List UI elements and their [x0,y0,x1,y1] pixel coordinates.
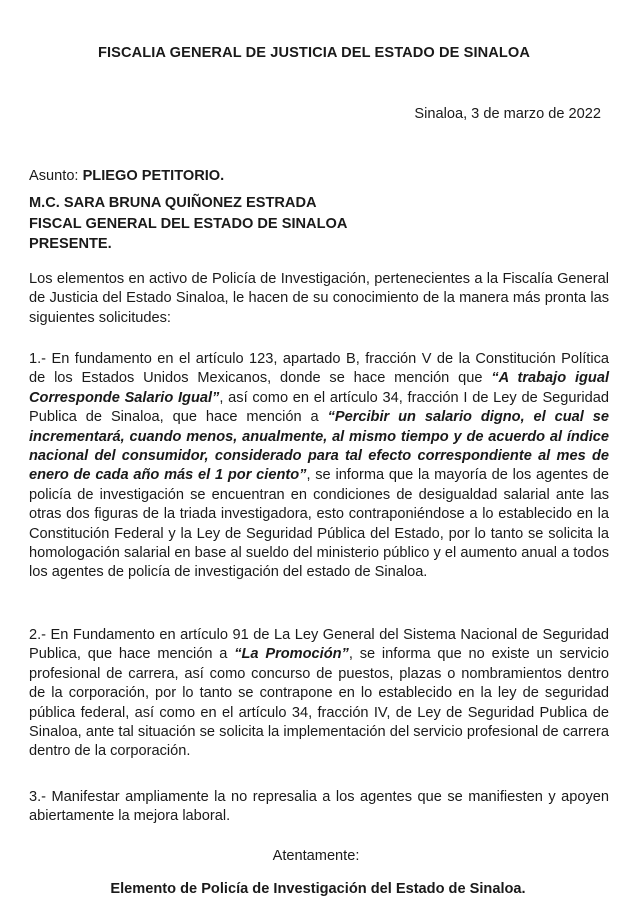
document-header: FISCALIA GENERAL DE JUSTICIA DEL ESTADO DE SINALOA [97,45,531,61]
subject-line [29,168,224,184]
point-3-paragraph: 3.- Manifestar ampliamente la no represalia a los agentes que se manifiesten y apoyen abiertamente la mejora laboral. [29,789,609,825]
point-2-text-b: , se informa que no existe un servicio profesional de carrera, así como concurso de puestos, plazas o nombramientos dentro de la corporación, por lo tanto se contrapone en lo establecido en la ley de seguridad pública federal, así como en el artículo 34, fracción IV, de Ley de Seguridad Publica de Sinaloa, ante tal situación se solicita la implementación del servicio profesional de carrera dentro de la corporación. [29,646,610,760]
recipient-block [29,193,347,255]
point-1-quote-b: “Percibir un salario digno, el cual se incrementará, cuando menos, anualmente, al mismo tiempo y de acuerdo al índice nacional del consumidor, considerado para tal efecto correspondiente al mes de enero de cada año más el 1 por ciento” [29,409,609,484]
recipient-presente: PRESENTE. [29,236,112,252]
signature-line: Elemento de Policía de Investigación del Estado de Sinaloa. [110,881,526,897]
closing-salutation: Atentamente: [272,848,360,864]
point-1-paragraph [29,350,609,583]
subject-value: PLIEGO PETITORIO. [82,168,225,184]
point-2-quote-a: “La Promoción” [234,646,349,663]
point-1-text-c: , se informa que la mayoría de los agentes de policía de investigación se encuentran en condiciones de desigualdad salarial ante las otras dos figuras de la triada investigadora, esto contraponiéndose a lo establecido en la Constitución Federal y la Ley de Seguridad Pública del Estado, por lo tanto se solicita la homologación salarial en base al sueldo del ministerio público y el aumento anual a todos los agentes de policía de investigación del estado de Sinaloa. [29,467,609,581]
recipient-title: FISCAL GENERAL DEL ESTADO DE SINALOA [29,215,348,232]
point-2-paragraph [29,626,609,762]
intro-paragraph: Los elementos en activo de Policía de Investigación, pertenecientes a la Fiscalía General de Justicia del Estado Sinaloa, le hacen de su conocimiento de la manera más pronta las siguientes solicitudes: [29,271,609,326]
point-1-text-b: , así como en el artículo 34, fracción I de Ley de Seguridad Publica de Sinaloa, que hace mención a [29,389,609,426]
document-date: Sinaloa, 3 de marzo de 2022 [414,106,601,122]
point-1-text-a: 1.- En fundamento en el artículo 123, apartado B, fracción V de la Constitución Política de los Estados Unidos Mexicanos, donde se hace mención que [29,351,609,387]
recipient-name: M.C. SARA BRUNA QUIÑONEZ ESTRADA [29,195,317,211]
point-1-quote-a: “A trabajo igual Corresponde Salario Igual” [29,370,609,406]
subject-label: Asunto: [29,168,79,184]
point-2-text-a: 2.- En Fundamento en artículo 91 de La Ley General del Sistema Nacional de Seguridad Publica, que hace mención a [29,627,609,663]
